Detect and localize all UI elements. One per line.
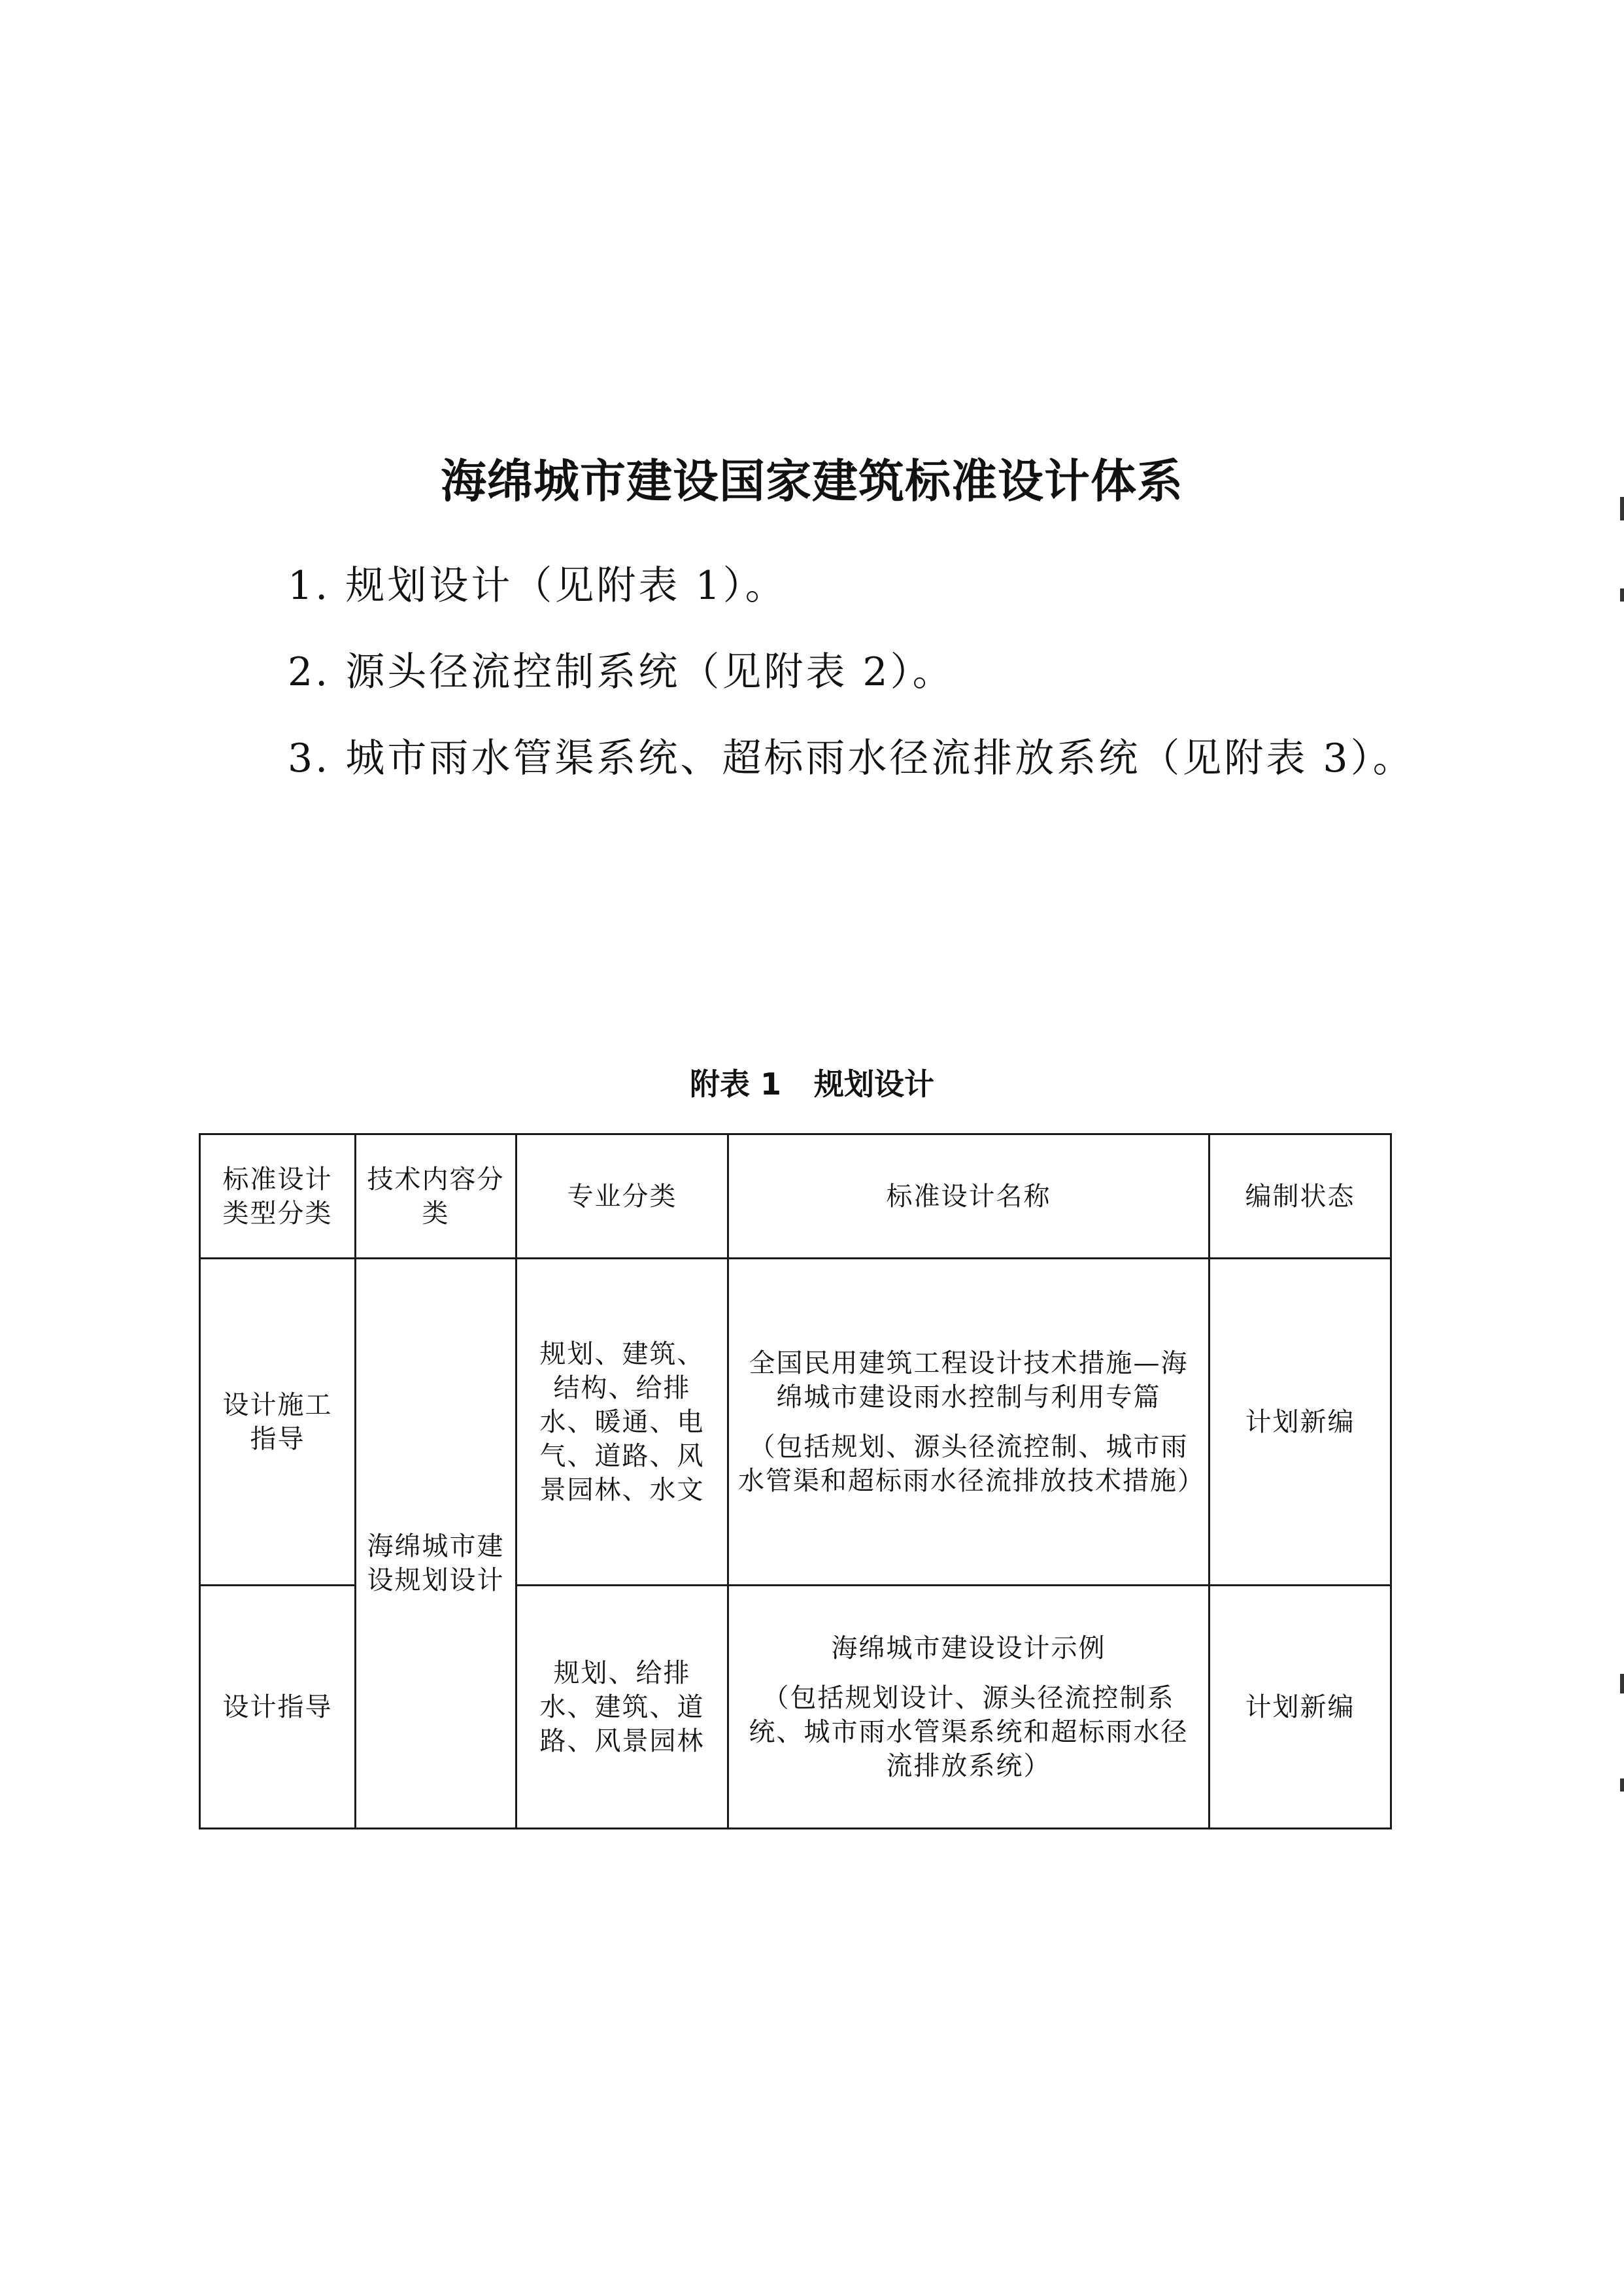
scan-edge-mark — [1620, 588, 1624, 602]
header-type: 标准设计类型分类 — [200, 1134, 356, 1259]
table-row — [200, 1259, 1391, 1586]
table-caption-title: 规划设计 — [814, 1066, 935, 1102]
header-status: 编制状态 — [1210, 1134, 1391, 1259]
scan-edge-mark — [1620, 497, 1624, 520]
standards-table — [199, 1133, 1392, 1829]
header-specialty: 专业分类 — [516, 1134, 728, 1259]
cell-status: 计划新编 — [1210, 1586, 1391, 1829]
standard-note: （包括规划设计、源头径流控制系统、城市雨水管渠系统和超标雨水径流排放系统） — [749, 1682, 1189, 1781]
cell-type: 设计施工指导 — [200, 1259, 356, 1586]
cell-name — [728, 1259, 1210, 1586]
table-header-row — [200, 1134, 1391, 1259]
list-item: 1. 规划设计（见附表 1）。 — [288, 563, 787, 609]
item-list — [288, 554, 1415, 813]
cell-specialty: 规划、建筑、结构、给排水、暖通、电气、道路、风景园林、水文 — [516, 1259, 728, 1586]
scan-edge-mark — [1620, 1674, 1624, 1693]
standard-name: 海绵城市建设设计示例 — [831, 1633, 1106, 1663]
header-tech: 技术内容分类 — [356, 1134, 516, 1259]
scan-edge-mark — [1620, 1778, 1624, 1792]
page-title: 海绵城市建设国家建筑标准设计体系 — [441, 454, 1183, 508]
cell-name — [728, 1586, 1210, 1829]
standard-note: （包括规划、源头径流控制、城市雨水管渠和超标雨水径流排放技术措施） — [738, 1431, 1205, 1496]
cell-status: 计划新编 — [1210, 1259, 1391, 1586]
cell-tech: 海绵城市建设规划设计 — [356, 1259, 516, 1829]
table-caption-number: 附表 1 — [689, 1066, 782, 1102]
header-name: 标准设计名称 — [728, 1134, 1210, 1259]
cell-specialty: 规划、给排水、建筑、道路、风景园林 — [516, 1586, 728, 1829]
list-item: 3. 城市雨水管渠系统、超标雨水径流排放系统（见附表 3）。 — [288, 736, 1415, 781]
cell-type: 设计指导 — [200, 1586, 356, 1829]
table-caption — [0, 1061, 1624, 1104]
list-item: 2. 源头径流控制系统（见附表 2）。 — [288, 649, 955, 695]
standard-name: 全国民用建筑工程设计技术措施—海绵城市建设雨水控制与利用专篇 — [749, 1348, 1189, 1412]
